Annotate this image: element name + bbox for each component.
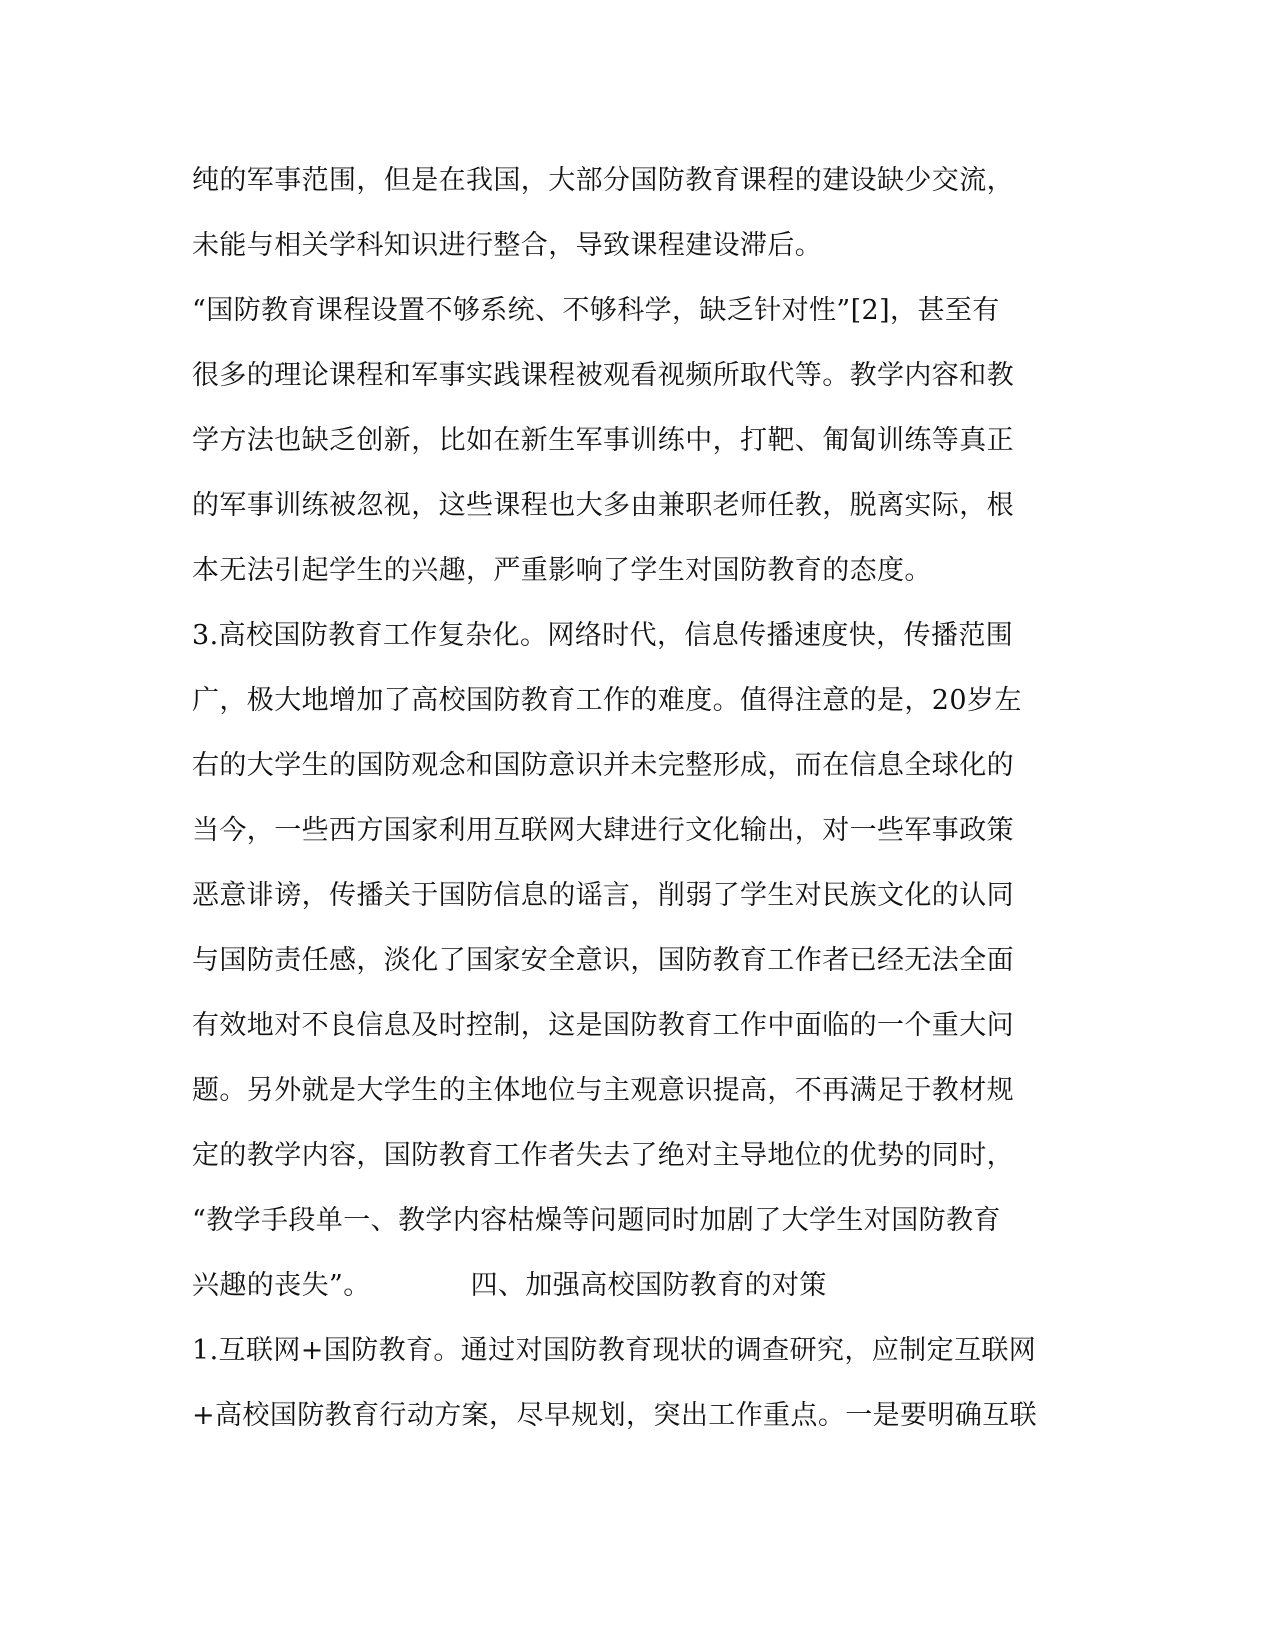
- text-line: 1.互联网+国防教育。通过对国防教育现状的调查研究，应制定互联网: [192, 1335, 1037, 1366]
- text-line-with-heading: [192, 1260, 1092, 1325]
- text-line: +高校国防教育行动方案，尽早规划，突出工作重点。一是要明确互联: [192, 1400, 1038, 1431]
- text-line: 当今，一些西方国家利用互联网大肆进行文化输出，对一些军事政策: [192, 815, 1014, 846]
- text-line: 右的大学生的国防观念和国防意识并未完整形成，而在信息全球化的: [192, 750, 1014, 781]
- text-line: 的军事训练被忽视，这些课程也大多由兼职老师任教，脱离实际，根: [192, 490, 1014, 521]
- text-line: 本无法引起学生的兴趣，严重影响了学生对国防教育的态度。: [192, 555, 932, 586]
- text-line: 很多的理论课程和军事实践课程被观看视频所取代等。教学内容和教: [192, 360, 1014, 391]
- text-line: “国防教育课程设置不够系统、不够科学，缺乏针对性”[2]，甚至有: [192, 295, 1000, 326]
- text-line: 学方法也缺乏创新，比如在新生军事训练中，打靶、匍匐训练等真正: [192, 425, 1014, 456]
- text-line: 与国防责任感，淡化了国家安全意识，国防教育工作者已经无法全面: [192, 945, 1014, 976]
- body-text: [192, 155, 1092, 1455]
- text-line: 纯的军事范围，但是在我国，大部分国防教育课程的建设缺少交流，: [192, 165, 1014, 196]
- text-line: 定的教学内容，国防教育工作者失去了绝对主导地位的优势的同时，: [192, 1140, 1014, 1171]
- text-line: 广，极大地增加了高校国防教育工作的难度。值得注意的是，20岁左: [192, 685, 1022, 716]
- paragraph-end: 兴趣的丧失”。: [192, 1270, 371, 1301]
- text-line: 3.高校国防教育工作复杂化。网络时代，信息传播速度快，传播范围: [192, 620, 1014, 651]
- text-line: 未能与相关学科知识进行整合，导致课程建设滞后。: [192, 230, 823, 261]
- text-line: 恶意诽谤，传播关于国防信息的谣言，削弱了学生对民族文化的认同: [192, 880, 1014, 911]
- text-line: 有效地对不良信息及时控制，这是国防教育工作中面临的一个重大问: [192, 1010, 1014, 1041]
- text-line: 题。另外就是大学生的主体地位与主观意识提高，不再满足于教材规: [192, 1075, 1014, 1106]
- text-line: “教学手段单一、教学内容枯燥等问题同时加剧了大学生对国防教育: [192, 1205, 1001, 1236]
- section-heading: 四、加强高校国防教育的对策: [470, 1270, 827, 1301]
